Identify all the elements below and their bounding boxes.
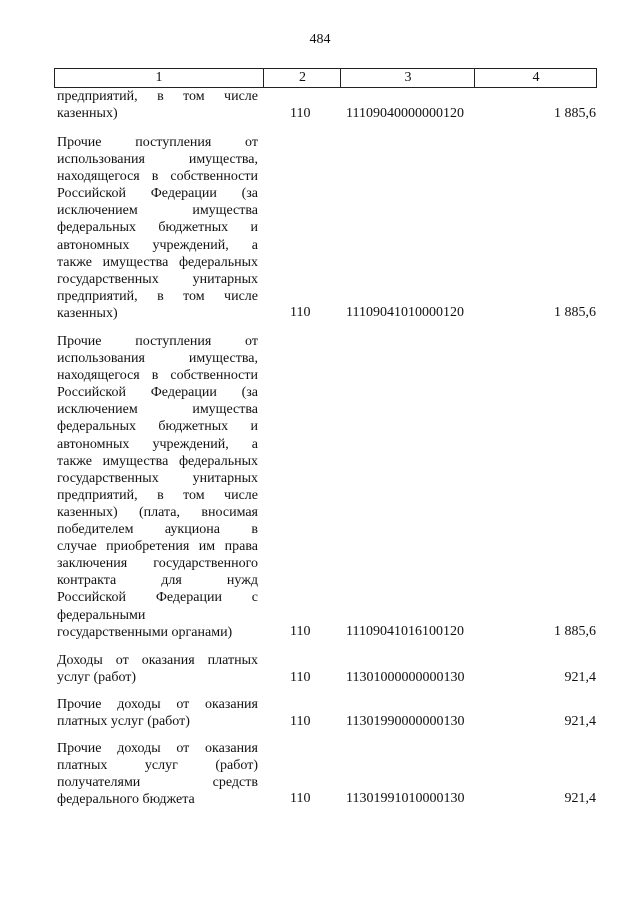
name-line: победителем аукциона в <box>57 522 258 538</box>
name-line: государственных унитарных <box>57 271 258 287</box>
name-line: Российской Федерации (за <box>57 385 258 401</box>
header-col-3: 3 <box>340 69 475 87</box>
revenue-code: 11301991010000130 <box>346 791 465 806</box>
name-line: использования имущества, <box>57 351 258 367</box>
name-line: услуг (работ) <box>57 670 137 686</box>
amount: 921,4 <box>564 714 596 729</box>
amount: 1 885,6 <box>554 305 596 320</box>
page-number: 484 <box>309 32 331 47</box>
amount: 1 885,6 <box>554 624 596 639</box>
name-line: Российской Федерации (за <box>57 186 258 202</box>
name-line: автономных учреждений, а <box>57 436 258 452</box>
name-line: получателями средств <box>57 775 258 791</box>
revenue-code: 11109040000000120 <box>346 106 464 121</box>
name-line: контракта для нужд <box>57 573 258 589</box>
name-line: заключения государственного <box>57 556 258 572</box>
name-line: государственных унитарных <box>57 470 258 486</box>
admin-code: 110 <box>290 624 311 639</box>
header-col-4: 4 <box>474 69 597 87</box>
name-line: федеральными <box>57 607 146 623</box>
name-line: Доходы от оказания платных <box>57 653 258 668</box>
row-name <box>57 652 258 686</box>
row-name <box>57 88 258 122</box>
amount: 1 885,6 <box>554 106 596 121</box>
name-line: федеральных бюджетных и <box>57 419 258 435</box>
name-line: федеральных бюджетных и <box>57 220 258 236</box>
name-line: также имущества федеральных <box>57 254 258 270</box>
row-name <box>57 740 258 808</box>
amount: 921,4 <box>564 791 596 806</box>
name-line: Прочие доходы от оказания <box>57 741 258 756</box>
name-line: Прочие поступления от <box>57 334 258 349</box>
name-line: предприятий, в том числе <box>57 288 258 304</box>
name-line: случае приобретения им права <box>57 539 258 555</box>
name-line: государственными органами) <box>57 624 233 640</box>
name-line: исключением имущества <box>57 203 258 219</box>
name-line: предприятий, в том числе <box>57 89 258 104</box>
header-col-2: 2 <box>263 69 341 87</box>
name-line: находящегося в собственности <box>57 368 258 384</box>
name-line: федерального бюджета <box>57 792 195 808</box>
row-name <box>57 333 258 641</box>
admin-code: 110 <box>290 670 311 685</box>
name-line: платных услуг (работ) <box>57 714 190 730</box>
revenue-code: 11109041010000120 <box>346 305 464 320</box>
admin-code: 110 <box>290 106 311 121</box>
revenue-code: 11109041016100120 <box>346 624 464 639</box>
revenue-code: 11301990000000130 <box>346 714 465 729</box>
name-line: использования имущества, <box>57 152 258 168</box>
name-line: платных услуг (работ) <box>57 758 258 774</box>
admin-code: 110 <box>290 714 311 729</box>
name-line: Российской Федерации с <box>57 590 258 606</box>
name-line: также имущества федеральных <box>57 453 258 469</box>
admin-code: 110 <box>290 791 311 806</box>
name-line: предприятий, в том числе <box>57 487 258 503</box>
admin-code: 110 <box>290 305 311 320</box>
name-line: находящегося в собственности <box>57 169 258 185</box>
header-col-1: 1 <box>155 70 163 85</box>
amount: 921,4 <box>564 670 596 685</box>
name-line: казенных) (плата, вносимая <box>57 504 258 520</box>
row-name <box>57 134 258 322</box>
table-header <box>54 68 597 88</box>
name-line: автономных учреждений, а <box>57 237 258 253</box>
name-line: Прочие поступления от <box>57 135 258 150</box>
name-line: исключением имущества <box>57 402 258 418</box>
row-name <box>57 696 258 730</box>
revenue-code: 11301000000000130 <box>346 670 465 685</box>
name-line: Прочие доходы от оказания <box>57 697 258 712</box>
name-line: казенных) <box>57 305 118 321</box>
name-line: казенных) <box>57 106 118 122</box>
